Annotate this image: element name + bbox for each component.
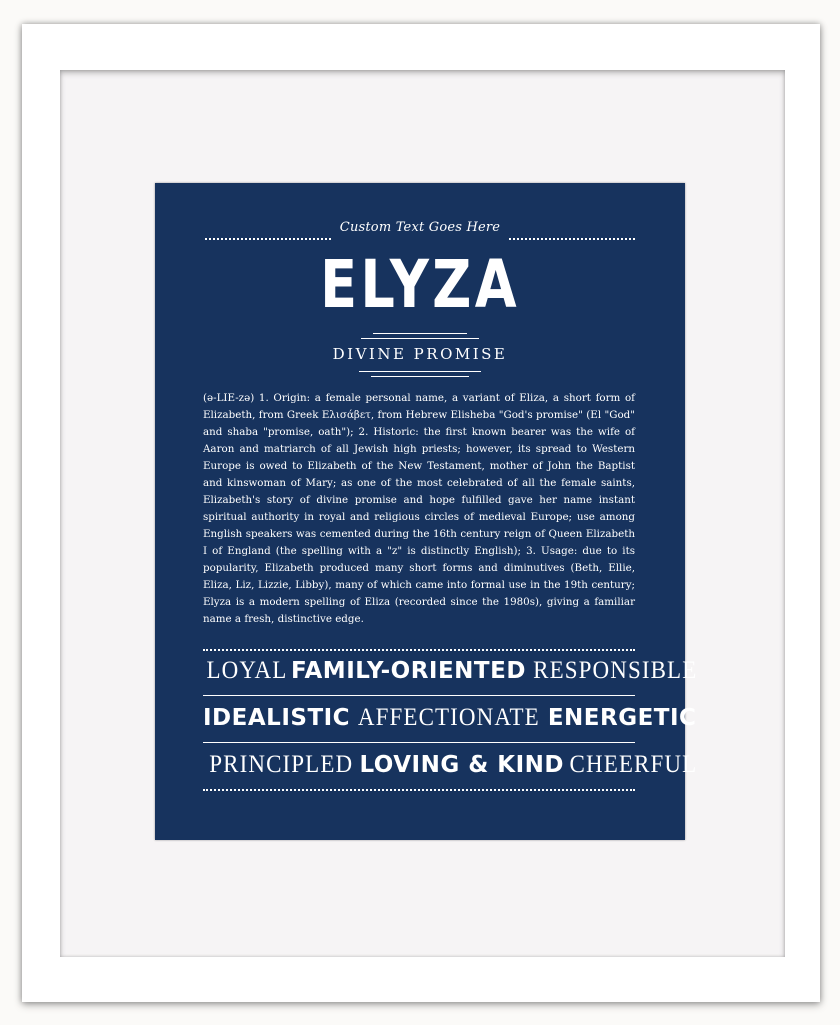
- picture-frame: [22, 24, 820, 1002]
- trait-divider-2: [203, 742, 635, 743]
- dotted-divider-traits-bottom: [203, 789, 635, 791]
- trait-divider-1: [203, 695, 635, 696]
- name-definition: (ə-LIE-zə) 1. Origin: a female personal name, a variant of Eliza, a short form of Elizabeth, from Greek Ελισάβετ, from Hebrew Elisheba "God's promise" (El "God" and shaba "promise, oath"); 2. Historic: the first known bearer was the wife of Aaron and matriarch of all Jewish high priests; however, its spread to Western Europe is owed to Elizabeth of the New Testament, mother of John the Baptist and kinswoman of Mary; as one of the most celebrated of all the female saints, Elizabeth's story of divine promise and hope fulfilled gave her name instant spiritual authority in royal and religious circles of medieval Europe; use among English speakers was cemented during the 16th century reign of Queen Elizabeth I of England (the spelling with a "z" is distinctly English); 3. Usage: due to its popularity, Elizabeth produced many short forms and diminutives (Beth, Ellie, Eliza, Liz, Lizzie, Libby), many of which came into formal use in the 19th century; Elyza is a modern spelling of Eliza (recorded since the 1980s), giving a familiar name a fresh, distinctive edge.: [203, 392, 635, 625]
- trait-row-1: [203, 657, 698, 689]
- mat-board: [60, 70, 785, 957]
- trait: LOVING & KIND: [359, 752, 565, 778]
- dotted-divider-left: [205, 238, 331, 240]
- trait-row-2: [203, 704, 697, 736]
- trait: ENERGETIC: [547, 705, 697, 731]
- dotted-divider-traits-top: [203, 649, 635, 651]
- custom-text: Custom Text Goes Here: [339, 220, 501, 235]
- trait: AFFECTIONATE: [357, 704, 540, 731]
- print-name: ELYZA: [320, 246, 520, 323]
- dotted-divider-right: [509, 238, 635, 240]
- trait: RESPONSIBLE: [533, 657, 698, 684]
- trait: IDEALISTIC: [203, 705, 351, 731]
- meaning-underline-1: [359, 371, 481, 372]
- trait: CHEERFUL: [569, 751, 698, 778]
- name-print: [155, 183, 698, 840]
- trait-row-3: [203, 751, 698, 783]
- name-underline-1: [373, 333, 467, 334]
- trait: FAMILY-ORIENTED: [290, 658, 526, 684]
- meaning-underline-2: [371, 376, 469, 377]
- name-underline-2: [361, 338, 479, 339]
- trait: LOYAL: [206, 657, 288, 684]
- name-meaning: DIVINE PROMISE: [332, 345, 508, 363]
- trait: PRINCIPLED: [209, 751, 354, 778]
